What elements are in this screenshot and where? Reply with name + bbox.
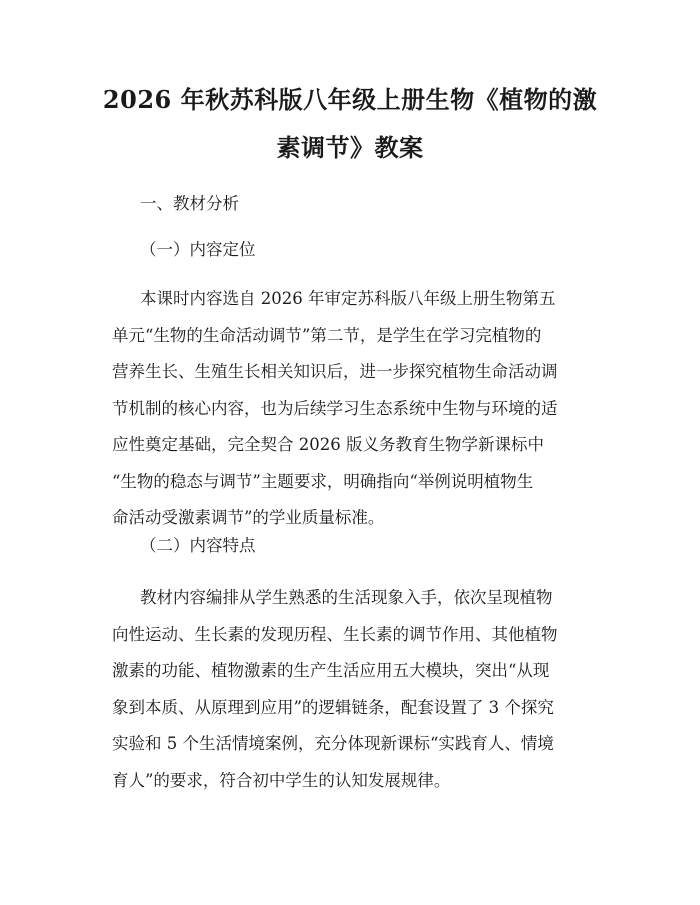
subsection-heading-content-positioning: （一）内容定位 (140, 240, 256, 259)
section-heading-textbook-analysis: 一、教材分析 (140, 194, 239, 213)
paragraph-line: “生物的稳态与调节”主题要求，明确指向“举例说明植物生 (112, 471, 534, 491)
paragraph-line: 本课时内容选自 2026 年审定苏科版八年级上册生物第五 (140, 289, 556, 308)
paragraph-line: 应性奠定基础，完全契合 2026 版义务教育生物学新课标中 (112, 435, 544, 454)
paragraph-line: 营养生长、生殖生长相关知识后，进一步探究植物生命活动调 (112, 362, 558, 381)
paragraph-line: 育人”的要求，符合初中学生的认知发展规律。 (112, 770, 451, 790)
document-title-line-1: 2026 年秋苏科版八年级上册生物《植物的激 (102, 85, 598, 114)
paragraph-line: 命活动受激素调节”的学业质量标准。 (112, 508, 385, 527)
paragraph-line: 教材内容编排从学生熟悉的生活现象入手，依次呈现植物 (140, 588, 553, 607)
paragraph-content-positioning (112, 281, 594, 537)
paragraph-content-features (112, 580, 594, 799)
subsection-heading-content-features: （二）内容特点 (140, 536, 256, 555)
paragraph-line: 象到本质、从原理到应用”的逻辑链条，配套设置了 3 个探究 (112, 697, 554, 717)
paragraph-line: 向性运动、生长素的发现历程、生长素的调节作用、其他植物 (112, 624, 558, 644)
paragraph-line: 实验和 5 个生活情境案例，充分体现新课标“实践育人、情境 (112, 734, 554, 753)
document-title-line-2: 素调节》教案 (276, 133, 424, 162)
paragraph-line: 节机制的核心内容，也为后续学习生态系统中生物与环境的适 (112, 398, 558, 418)
paragraph-line: 单元“生物的生命活动调节”第二节，是学生在学习完植物的 (112, 325, 542, 345)
paragraph-line: 激素的功能、植物激素的生产生活应用五大模块，突出“从现 (112, 661, 550, 680)
